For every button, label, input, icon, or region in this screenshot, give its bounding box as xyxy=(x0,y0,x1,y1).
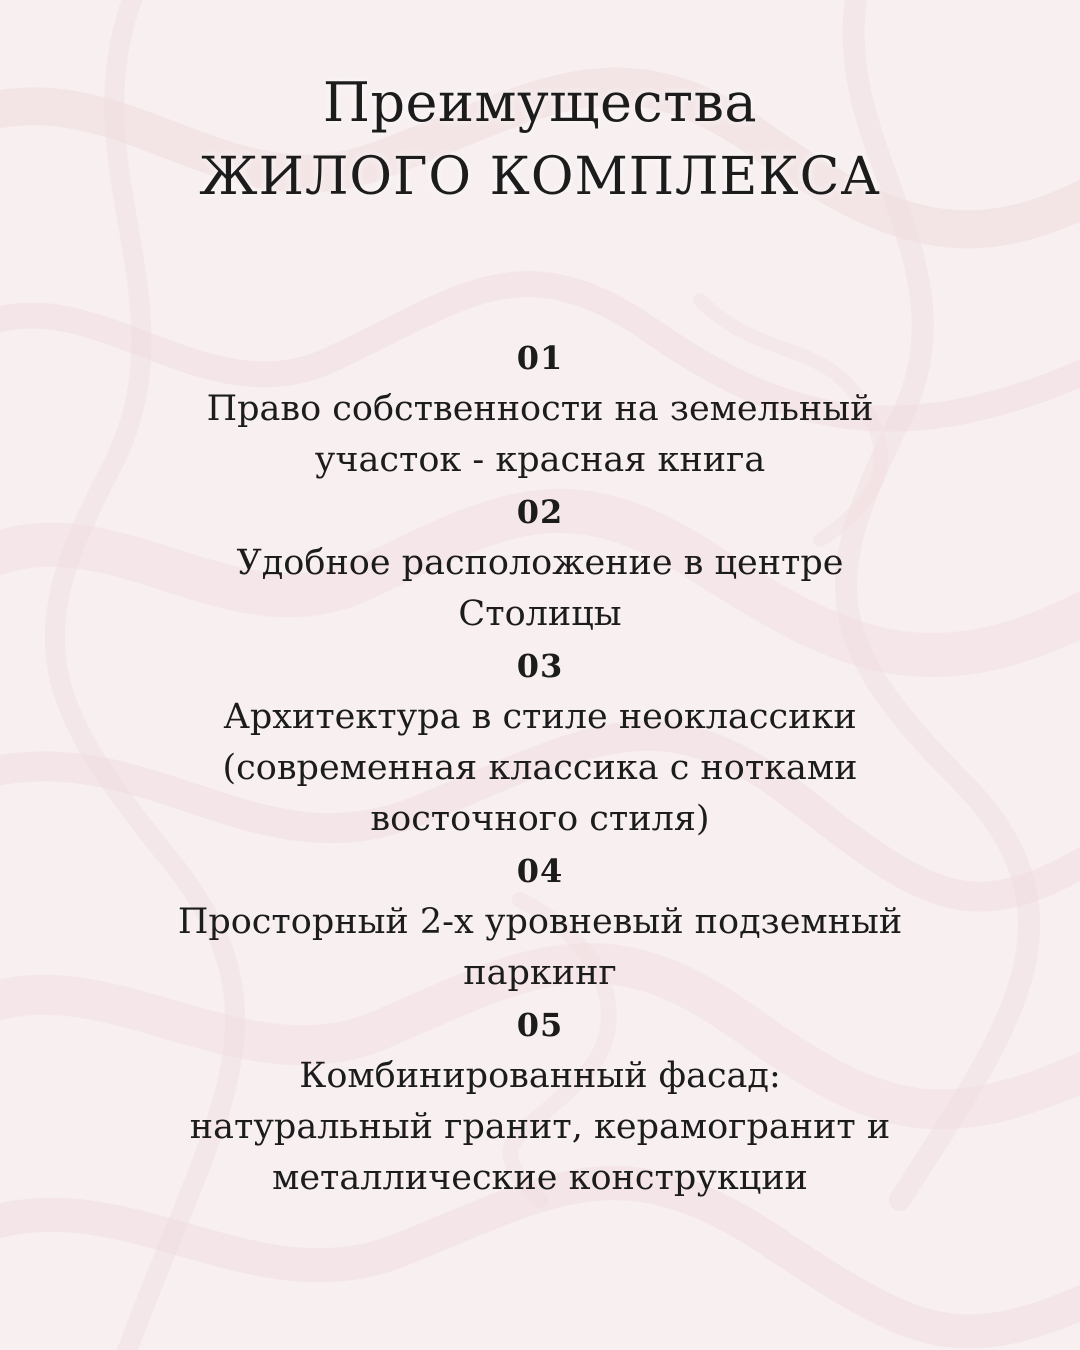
item-text-line: Просторный 2-х уровневый подземный xyxy=(177,902,903,942)
title-line-2: ЖИЛОГО КОМПЛЕКСА xyxy=(199,147,881,207)
list-item xyxy=(0,332,1080,486)
item-number: 03 xyxy=(516,647,564,685)
item-text-line: Столицы xyxy=(458,594,622,634)
item-text-line: Право собственности на земельный xyxy=(206,389,874,429)
item-text-line: восточного стиля) xyxy=(370,799,710,839)
item-text-line: металлические конструкции xyxy=(272,1158,808,1198)
item-text-line: участок - красная книга xyxy=(314,440,766,480)
item-text-line: Удобное расположение в центре xyxy=(236,543,844,583)
list-item xyxy=(0,640,1080,845)
item-text-line: натуральный гранит, керамогранит и xyxy=(189,1107,891,1147)
item-number: 05 xyxy=(516,1006,564,1044)
advantages-list xyxy=(0,214,1080,1204)
item-number: 04 xyxy=(516,852,564,890)
list-item xyxy=(0,999,1080,1204)
item-number: 02 xyxy=(516,493,564,531)
item-text-line: (современная классика с нотками xyxy=(222,748,858,788)
title-line-1: Преимущества xyxy=(322,71,758,134)
list-item xyxy=(0,486,1080,640)
item-text-line: паркинг xyxy=(463,953,617,993)
item-text-line: Архитектура в стиле неоклассики xyxy=(223,697,857,737)
item-text-line: Комбинированный фасад: xyxy=(299,1056,781,1096)
item-number: 01 xyxy=(516,339,564,377)
page-title xyxy=(0,0,1080,214)
list-item xyxy=(0,845,1080,999)
